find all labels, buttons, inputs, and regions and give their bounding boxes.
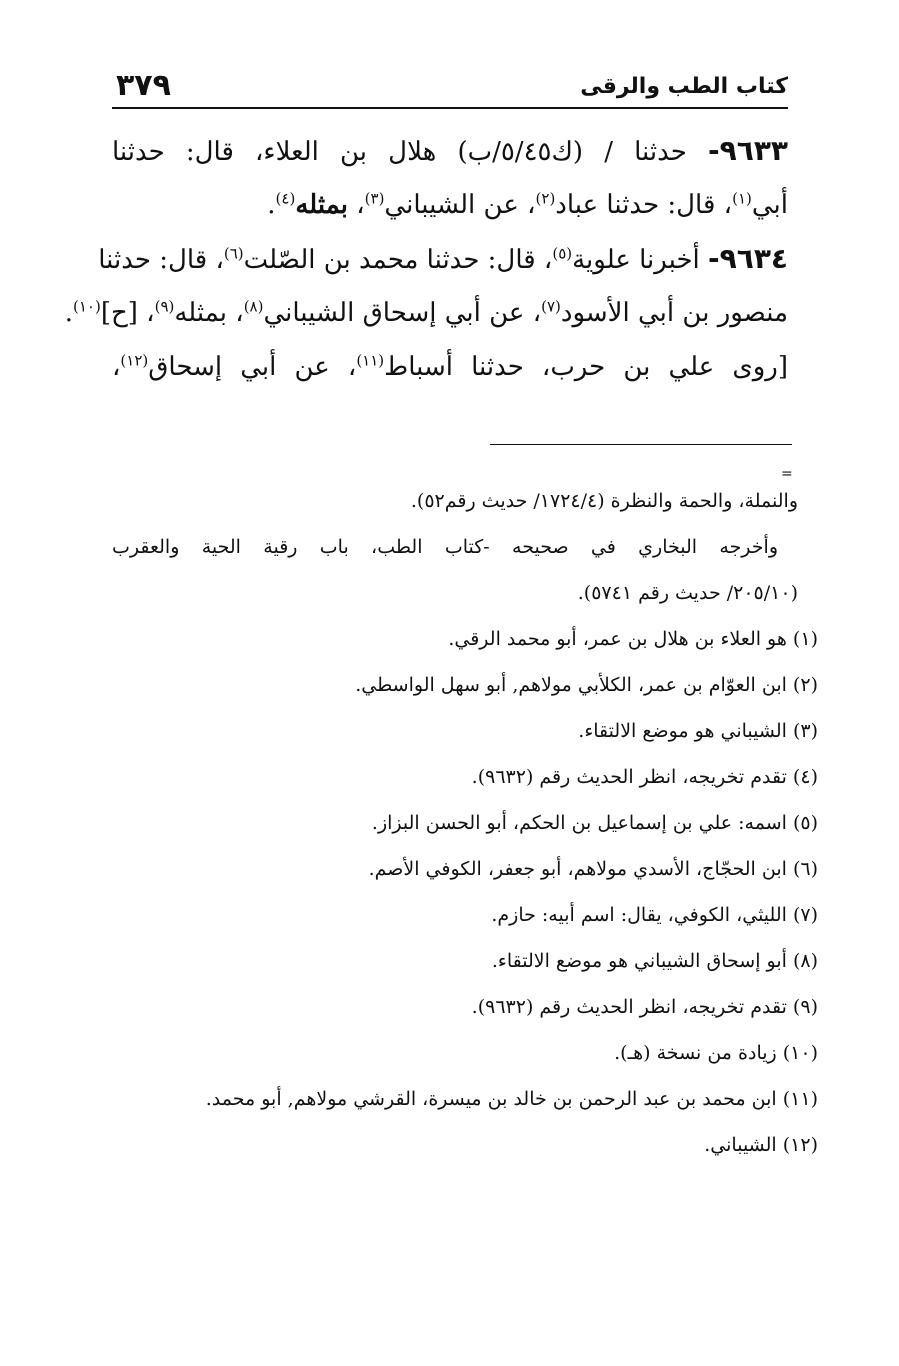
footnote-ref[interactable]: (١٠) [73, 297, 101, 316]
footnotes [112, 478, 818, 1168]
page-number: ٣٧٩ [116, 68, 171, 103]
footnote-5: (٥) اسمه: علي بن إسماعيل بن الحكم، أبو الحسن البزاز. [371, 812, 818, 834]
main-text [64, 124, 789, 394]
footnote-ref[interactable]: (٩) [154, 297, 175, 316]
hadith-number-9634: ٩٦٣٤- [708, 242, 788, 275]
footnote-ref[interactable]: (٨) [243, 297, 264, 316]
hadith-9634-line-1: ٩٦٣٤- أخبرنا علوية$^{(٥)}$، قال: حدثنا محمد بن الصّلت$^{(٦)}$، قال: حدثنا [98, 242, 788, 275]
footnote-9: (٩) تقدم تخريجه، انظر الحديث رقم (٩٦٣٢). [471, 996, 818, 1018]
footnote-continuation: والنملة، والحمة والنظرة (١٧٢٤/٤/ حديث رقم٥٢). [410, 490, 798, 512]
footnote-ref[interactable]: (٢) [535, 189, 556, 208]
footnote-continuation: وأخرجه البخاري في صحيحه -كتاب الطب، باب رقية الحية والعقرب [112, 536, 778, 558]
continuation-mark: = [781, 466, 793, 482]
hadith-9633-line-1: ٩٦٣٣- حدثنا / (ك٥/٤٥/ب) هلال بن العلاء، قال: حدثنا [112, 134, 789, 167]
footnote-8: (٨) أبو إسحاق الشيباني هو موضع الالتقاء. [491, 950, 818, 972]
hadith-number-9633: ٩٦٣٣- [708, 134, 789, 167]
narration-line: [روى علي بن حرب، حدثنا أسباط$^{(١١)}$، عن أبي إسحاق$^{(١٢)}$، [112, 351, 788, 382]
footnote-10: (١٠) زيادة من نسخة (هـ). [614, 1042, 818, 1064]
footnote-2: (٢) ابن العوّام بن عمر، الكلأبي مولاهم, أبو سهل الواسطي. [355, 674, 818, 696]
footnote-ref[interactable]: (١١) [356, 351, 385, 370]
footnote-continuation: (٢٠٥/١٠/ حديث رقم ٥٧٤١). [577, 582, 798, 604]
footnote-1: (١) هو العلاء بن هلال بن عمر، أبو محمد الرقي. [448, 628, 818, 650]
footnote-ref[interactable]: (٣) [364, 189, 385, 208]
footnote-3: (٣) الشيباني هو موضع الالتقاء. [578, 720, 818, 742]
hadith-9633-line-2: أبي$^{(١)}$، قال: حدثنا عباد$^{(٢)}$، عن الشيباني$^{(٣)}$، بمثله$^{(٤)}$. [267, 189, 788, 220]
footnote-ref[interactable]: (٤) [275, 189, 296, 208]
chapter-title: كتاب الطب والرقى [580, 74, 788, 99]
header-divider [112, 107, 788, 109]
footnote-ref[interactable]: (١) [732, 189, 752, 208]
footnote-ref[interactable]: (١٢) [120, 351, 149, 370]
footnote-ref[interactable]: (٧) [541, 297, 561, 316]
footnote-ref[interactable]: (٥) [552, 244, 573, 263]
footnote-separator [490, 444, 792, 445]
footnote-7: (٧) الليثي، الكوفي، يقال: اسم أبيه: حازم. [491, 904, 818, 926]
hadith-9634-line-2: منصور بن أبي الأسود$^{(٧)}$، عن أبي إسحاق الشيباني$^{(٨)}$، بمثله$^{(٩)}$، [ح]$^{(١٠)}$. [64, 297, 788, 328]
footnote-6: (٦) ابن الحجّاج، الأسدي مولاهم، أبو جعفر، الكوفي الأصم. [368, 858, 818, 880]
footnote-11: (١١) ابن محمد بن عبد الرحمن بن خالد بن ميسرة، القرشي مولاهم, أبو محمد. [205, 1088, 818, 1110]
footnote-12: (١٢) الشيباني. [704, 1134, 818, 1156]
footnote-4: (٤) تقدم تخريجه، انظر الحديث رقم (٩٦٣٢). [471, 766, 818, 788]
footnote-ref[interactable]: (٦) [223, 244, 244, 263]
running-header [112, 68, 788, 106]
